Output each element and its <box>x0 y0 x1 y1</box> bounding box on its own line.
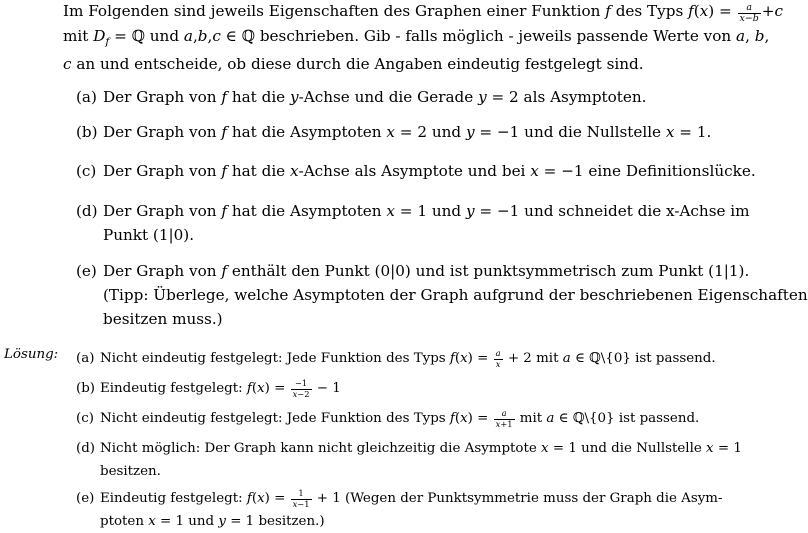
exercise-text: Der Graph von f hat die y-Achse und die Gerade y = 2 als Asymptoten. <box>103 88 647 106</box>
solution-text: Eindeutig festgelegt: f(x) = $\frac{1}{x-1}$ + 1 (Wegen der Punktsymmetrie muss der Graph die Asym- <box>100 488 723 509</box>
exercise-text: (Tipp: Überlege, welche Asymptoten der Graph aufgrund der beschriebenen Eigenschaften <box>103 286 808 304</box>
solution-text: besitzen. <box>100 464 161 479</box>
solution-text: Nicht möglich: Der Graph kann nicht gleichzeitig die Asymptote x = 1 und die Nullstelle x = 1 <box>100 441 742 456</box>
intro-line: c an und entscheide, ob diese durch die Angaben eindeutig festgelegt sind. <box>63 54 644 73</box>
solution-text: Nicht eindeutig festgelegt: Jede Funktion des Typs f(x) = $\frac{a}{x+1}$ mit a ∈ ℚ\{0} ist passend. <box>100 408 700 429</box>
exercise-text: Der Graph von f enthält den Punkt (0|0) und ist punktsymmetrisch zum Punkt (1|1). <box>103 262 750 280</box>
exercise-label: (b) <box>76 123 98 141</box>
intro-paragraph <box>63 0 784 76</box>
solution-label: (d) <box>76 441 96 456</box>
exercise-text: besitzen muss.) <box>103 310 223 328</box>
exercise-text: Der Graph von f hat die Asymptoten x = 1 und y = −1 und schneidet die x-Achse im <box>103 202 750 220</box>
solution-text: ptoten x = 1 und y = 1 besitzen.) <box>100 514 325 529</box>
exercise-text: Der Graph von f hat die Asymptoten x = 2 und y = −1 und die Nullstelle x = 1. <box>103 123 712 141</box>
solution-text: Eindeutig festgelegt: f(x) = $\frac{-1}{x-2}$ − 1 <box>100 378 341 399</box>
solution-text: Nicht eindeutig festgelegt: Jede Funktion des Typs f(x) = $\frac{a}{x}$ + 2 mit a ∈ ℚ\{0} ist passend. <box>100 348 716 369</box>
intro-line: mit $D_f$ = ℚ und a,b,c ∈ ℚ beschrieben. Gib - falls möglich - jeweils passende Werte von a, b, <box>63 26 770 48</box>
intro-line: Im Folgenden sind jeweils Eigenschaften des Graphen einer Funktion f des Typs f(x) = $\frac{a}{x-b}$ +c <box>63 1 784 25</box>
exercise-label: (c) <box>76 162 97 180</box>
exercise-text: Punkt (1|0). <box>103 226 195 244</box>
exercise-label: (e) <box>76 262 97 280</box>
solution-label: (c) <box>76 411 94 426</box>
solution-label: (e) <box>76 491 95 506</box>
solution-label: (a) <box>76 351 95 366</box>
solution-label: (b) <box>76 381 96 396</box>
exercise-label: (a) <box>76 88 97 106</box>
solution-title: Lösung: <box>4 347 59 362</box>
exercise-label: (d) <box>76 202 98 220</box>
exercise-text: Der Graph von f hat die x-Achse als Asymptote und bei x = −1 eine Definitionslücke. <box>103 162 756 180</box>
